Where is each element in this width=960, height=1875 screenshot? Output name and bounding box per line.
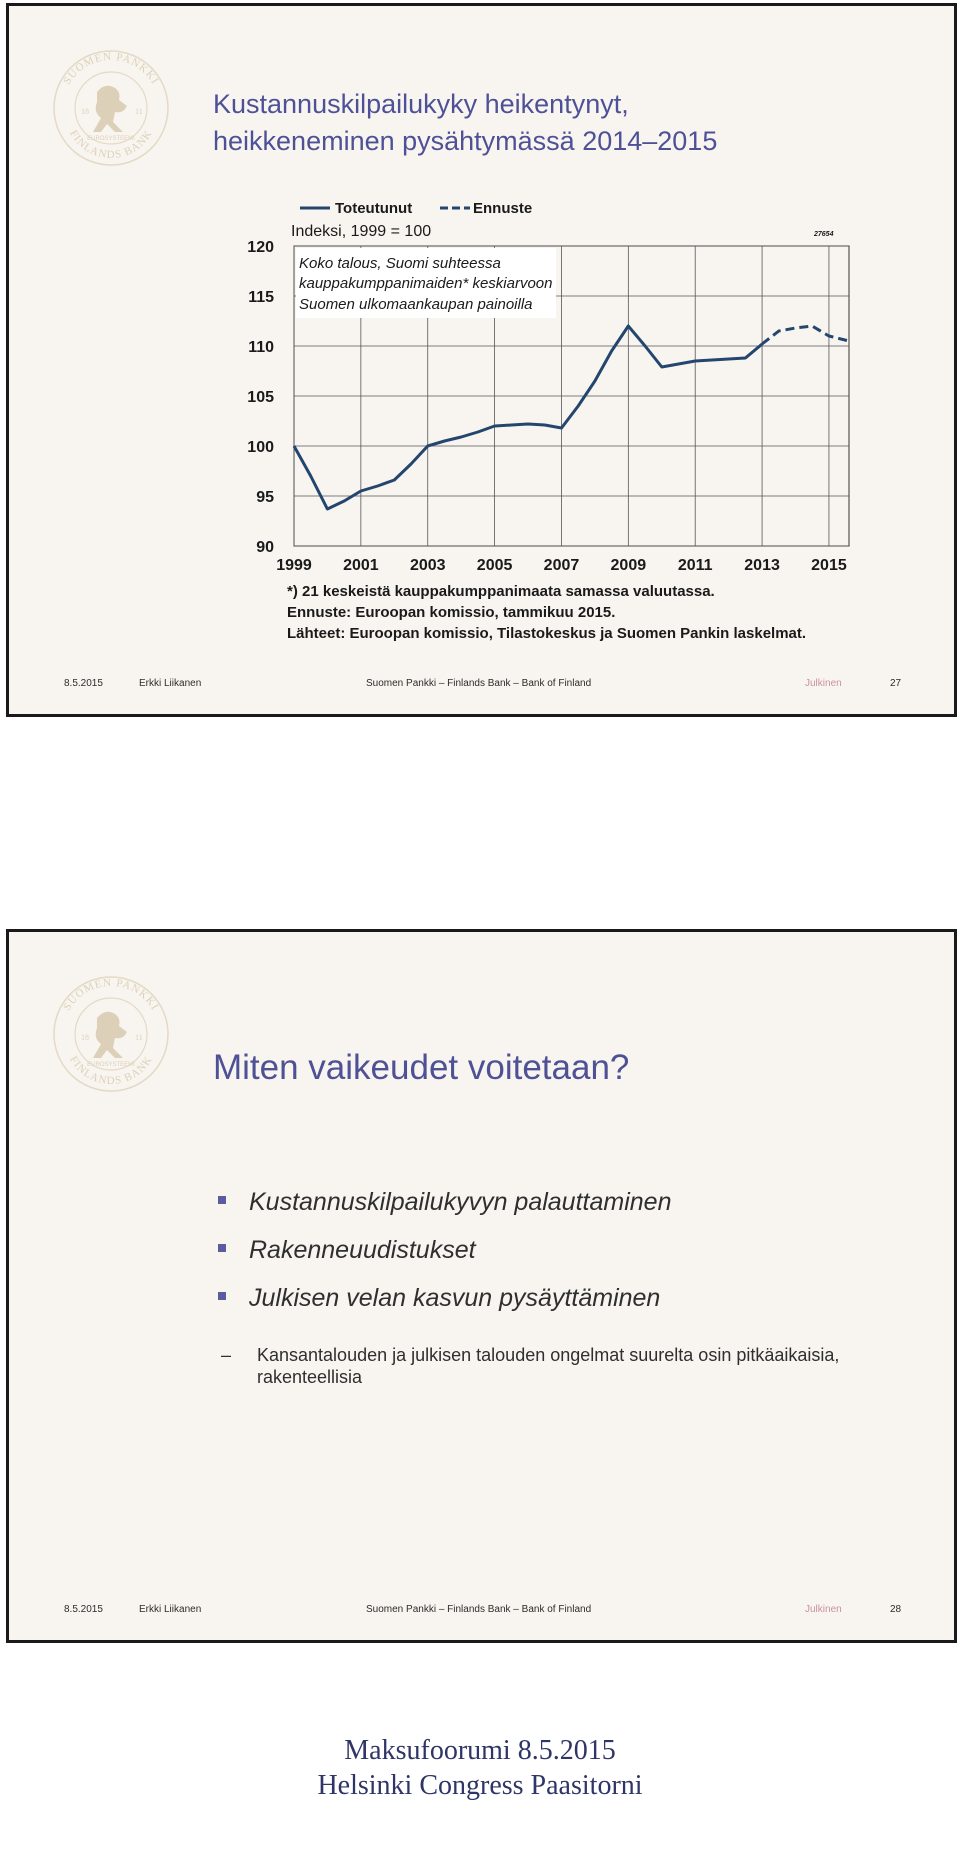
svg-text:EUROSYSTEEMI: EUROSYSTEEMI [87,136,135,142]
legend-forecast-label: Ennuste [473,200,533,217]
x-tick-label: 2001 [343,557,379,574]
svg-text:11: 11 [135,107,143,116]
svg-text:Lähteet: Euroopan komissio, Ti: Lähteet: Euroopan komissio, Tilastokeskus ja Suomen Pankin laskelmat. [287,625,807,642]
y-tick-label: 105 [247,389,274,406]
sub-bullet-dash: – [221,1345,232,1365]
svg-text:Ennuste: Euroopan komissio, ta: Ennuste: Euroopan komissio, tammikuu 2015. [287,604,616,621]
x-tick-label: 2015 [811,557,847,574]
footer-page-number: 27 [890,678,902,689]
competitiveness-line-chart [229,191,869,651]
series-line-forecast [762,326,849,344]
bank-seal-logo [51,48,171,168]
y-tick-label: 90 [256,539,274,556]
bullet-marker [218,1292,226,1300]
bullet-item: Rakenneuudistukset [214,1235,671,1283]
y-axis-ticks [247,239,274,556]
bullet-marker [218,1244,226,1252]
event-caption-line-2: Helsinki Congress Paasitorni [317,1770,643,1801]
y-tick-label: 120 [247,239,274,256]
footer-author: Erkki Liikanen [139,1604,202,1615]
title-line-1: Kustannuskilpailukyky heikentynyt, [213,89,629,119]
footer-classification: Julkinen [805,1604,842,1615]
slide-27 [6,3,957,717]
svg-text:18: 18 [81,1033,89,1042]
sub-bullet [221,1344,877,1388]
x-tick-label: 2009 [610,557,647,574]
bullet-item: Julkisen velan kasvun pysäyttäminen [214,1283,671,1331]
footer-author: Erkki Liikanen [139,678,202,689]
bullet-item: Kustannuskilpailukyvyn palauttaminen [214,1187,671,1235]
footer-page-number: 28 [890,1604,902,1615]
bullet-list [214,1187,671,1331]
y-tick-label: 115 [248,289,274,306]
x-tick-label: 1999 [276,557,312,574]
y-tick-label: 95 [256,489,274,506]
chart-series [294,326,849,509]
y-tick-label: 100 [247,439,274,456]
svg-text:FINLANDS BANK: FINLANDS BANK [67,1053,155,1087]
footer-date: 8.5.2015 [64,678,103,689]
svg-text:SUOMEN PANKKI: SUOMEN PANKKI [61,50,161,87]
legend-actual-label: Toteutunut [335,200,413,217]
x-tick-label: 2005 [476,557,513,574]
x-tick-label: 2007 [543,557,580,574]
svg-text:EUROSYSTEEMI: EUROSYSTEEMI [87,1062,135,1068]
bullet-marker [218,1196,226,1204]
footer-date: 8.5.2015 [64,1604,103,1615]
event-caption-line-1: Maksufoorumi 8.5.2015 [344,1735,616,1766]
footer-org: Suomen Pankki – Finlands Bank – Bank of Finland [366,678,592,689]
index-label: Indeksi, 1999 = 100 [291,223,432,240]
x-tick-label: 2011 [677,557,713,574]
x-tick-label: 2003 [409,557,446,574]
chart-footnotes [287,583,806,642]
title-line-2: heikkeneminen pysähtymässä 2014–2015 [213,126,718,156]
footer-org: Suomen Pankki – Finlands Bank – Bank of Finland [366,1604,592,1615]
slide-title [213,86,717,160]
slide-title: Miten vaikeudet voitetaan? [213,1048,630,1087]
svg-text:*) 21 keskeistä kauppakumppani: *) 21 keskeistä kauppakumppanimaata samassa valuutassa. [287,583,715,600]
chart-code: 27654 [814,231,834,238]
series-line-actual [294,326,762,509]
footer-classification: Julkinen [805,678,842,689]
slide-28 [6,929,957,1643]
svg-text:18: 18 [81,107,89,116]
svg-text:11: 11 [135,1033,143,1042]
y-tick-label: 110 [248,339,274,356]
svg-text:Koko talous, Suomi suhteessa: Koko talous, Suomi suhteessa [299,255,501,272]
bank-seal-logo [51,974,171,1094]
x-axis-ticks [276,557,847,574]
svg-text:Suomen ulkomaankaupan painoill: Suomen ulkomaankaupan painoilla [299,296,533,313]
svg-text:kauppakumppanimaiden* keskiarv: kauppakumppanimaiden* keskiarvoon [299,275,553,292]
svg-text:SUOMEN PANKKI: SUOMEN PANKKI [61,976,161,1013]
sub-bullet-text: Kansantalouden ja julkisen talouden ongelmat suurelta osin pitkäaikaisia, rakenteellisia [257,1345,840,1387]
svg-text:FINLANDS BANK: FINLANDS BANK [67,127,155,161]
x-tick-label: 2013 [744,557,780,574]
